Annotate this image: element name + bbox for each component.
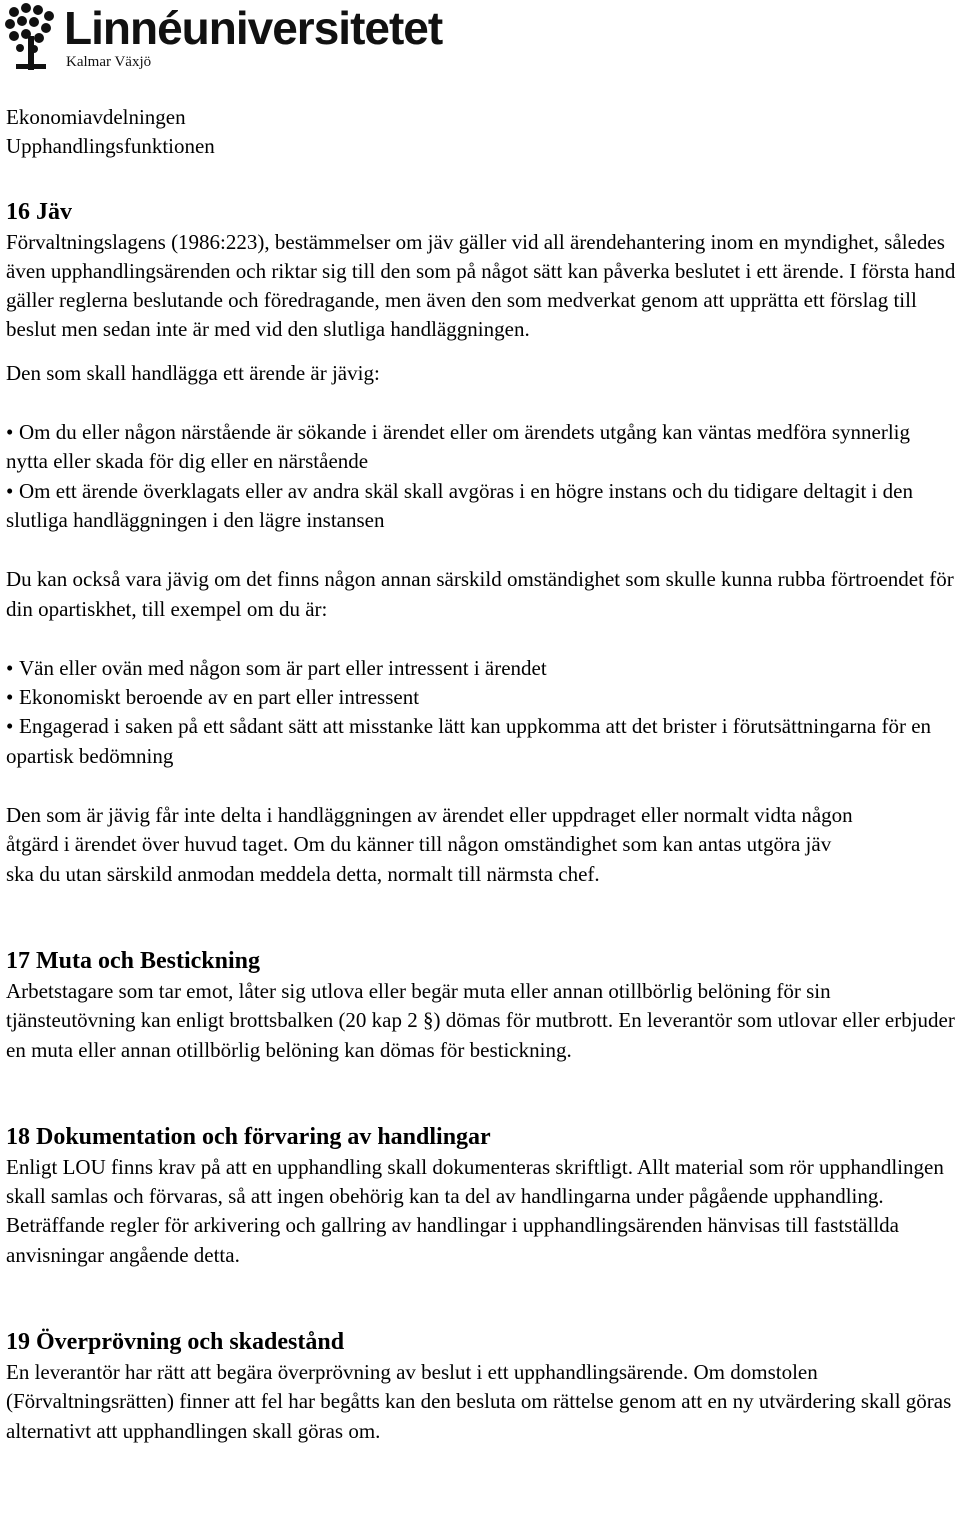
section-18-body: Enligt LOU finns krav på att en upphandling skall dokumenteras skriftligt. Allt material som rör upphandlingen skall samlas och förvaras, så att ingen obehörig kan ta del av handlingarna under pågående upphandling. Beträffande regler för arkivering och gallring av handlingar i upphandlingsärenden hänvisas till fastställda anvisningar angående detta. <box>6 1154 944 1267</box>
bullet-icon: • <box>6 714 14 739</box>
list-item: • Ekonomiskt beroende av en part eller intressent <box>6 683 956 712</box>
tree-logo-icon <box>4 2 60 72</box>
section-16-list1-lead: Den som skall handlägga ett ärende är jävig: <box>6 360 380 385</box>
document-body <box>6 103 956 1446</box>
department-name: Ekonomiavdelningen <box>6 105 186 129</box>
university-logo <box>4 0 443 80</box>
section-16-intro: Förvaltningslagens (1986:223), bestämmelser om jäv gäller vid all ärendehantering inom en myndighet, således även upphandlingsärenden och riktar sig till den som på något sätt kan påverka beslutet i ett ärende. I första hand gäller reglerna beslutande och föredragande, men även den som medverkat genom att upprätta ett förslag till beslut men sedan inte är med vid den slutliga handläggningen. <box>6 229 956 342</box>
function-name: Upphandlingsfunktionen <box>6 134 215 159</box>
section-16-heading: 16 Jäv <box>6 198 72 225</box>
section-17-body: Arbetstagare som tar emot, låter sig utlova eller begär muta eller annan otillbörlig belöning för sin tjänsteutövning kan enligt brottsbalken (20 kap 2 §) dömas för mutbrott. En leverantör som utlovar eller erbjuder en muta eller annan otillbörlig belöning kan dömas för bestickning. <box>6 978 955 1062</box>
section-16-closing: Den som är jävig får inte delta i handläggningen av ärendet eller uppdraget eller normalt vidta någon åtgärd i ärendet över huvud taget. Om du känner till någon omständighet som kan antas utgöra jäv ska du utan särskild anmodan meddela detta, normalt till närmsta chef. <box>6 803 853 886</box>
section-18-heading: 18 Dokumentation och förvaring av handlingar <box>6 1123 491 1150</box>
list-item: • Vän eller ovän med någon som är part eller intressent i ärendet <box>6 654 956 683</box>
bullet-icon: • <box>6 478 14 503</box>
section-19-body: En leverantör har rätt att begära överprövning av beslut i ett upphandlingsärende. Om domstolen (Förvaltningsrätten) finner att fel har begåtts kan den besluta om rättelse genom att en ny utvärdering skall göras alternativt att upphandlingen skall göras om. <box>6 1360 952 1443</box>
section-19-heading: 19 Överprövning och skadestånd <box>6 1329 345 1356</box>
bullet-icon: • <box>6 420 14 445</box>
bullet-icon: • <box>6 655 14 680</box>
list-item: • Engagerad i saken på ett sådant sätt att misstanke lätt kan uppkomma att det brister i förutsättningarna för en opartisk bedömning <box>6 714 932 768</box>
section-16-list2-lead: Du kan också vara jävig om det finns någon annan särskild omständighet som skulle kunna rubba förtroendet för din opartiskhet, till exempel om du är: <box>6 567 954 621</box>
logo-wordmark: Linnéuniversitetet <box>64 2 443 54</box>
list-item: • Om du eller någon närstående är sökande i ärendet eller om ärendets utgång kan väntas medföra synnerlig nytta eller skada för dig eller en närstående <box>6 420 911 474</box>
section-16-list1 <box>6 418 956 535</box>
list-item: • Om ett ärende överklagats eller av andra skäl skall avgöras i en högre instans och du tidigare deltagit i den slutliga handläggningen i den lägre instansen <box>6 478 913 532</box>
logo-subtitle: Kalmar Växjö <box>66 54 152 70</box>
bullet-icon: • <box>6 685 14 710</box>
section-16-list2 <box>6 654 956 771</box>
section-17-heading: 17 Muta och Bestickning <box>6 947 261 974</box>
